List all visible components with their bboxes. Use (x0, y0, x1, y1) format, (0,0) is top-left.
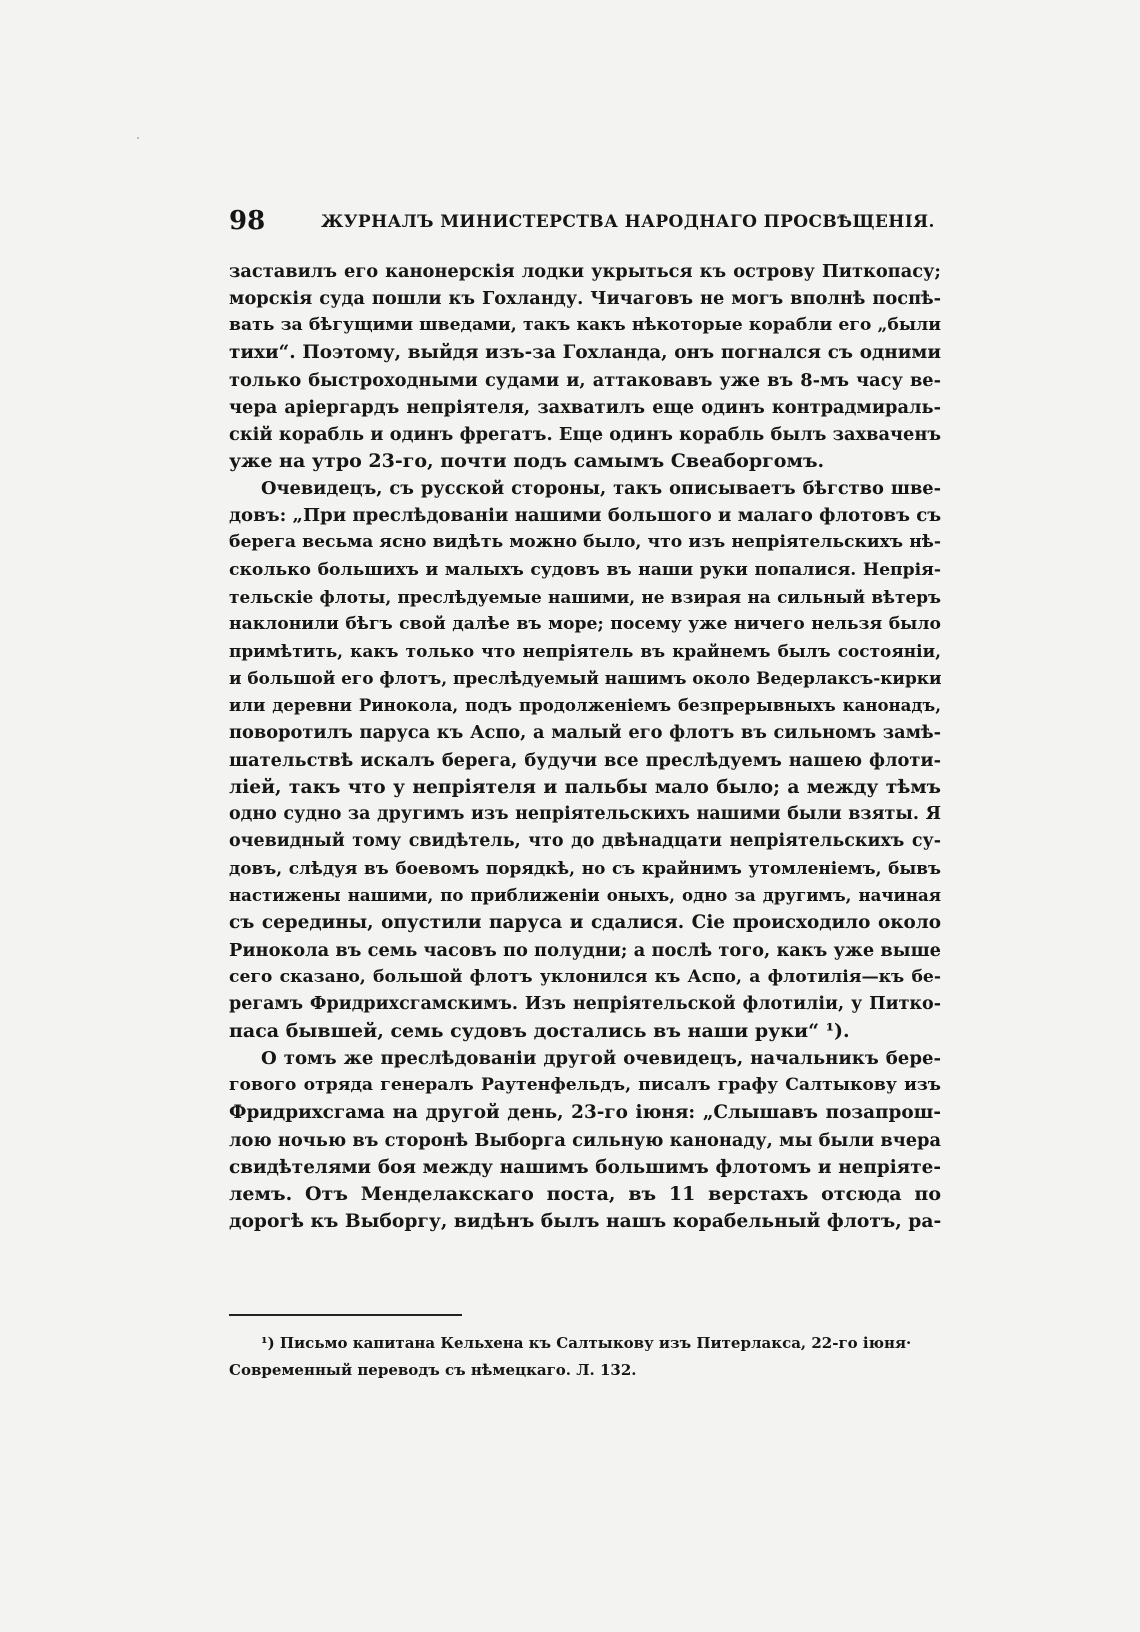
text-line: поворотилъ паруса къ Аспо, а малый его флотъ въ сильномъ замѣ- (229, 722, 941, 744)
text-line: сего сказано, большой флотъ уклонился къ Аспо, а флотилія—къ бе- (229, 966, 941, 987)
text-line: одно судно за другимъ изъ непріятельскихъ нашими были взяты. Я (229, 803, 941, 824)
running-title: ЖУРНАЛЪ МИНИСТЕРСТВА НАРОДНАГО ПРОСВѢЩЕНІЯ. (321, 212, 935, 232)
text-line: Ринокола въ семь часовъ по полудни; а послѣ того, какъ уже выше (229, 939, 941, 961)
text-line: тельскіе флоты, преслѣдуемые нашими, не взирая на сильный вѣтеръ (229, 586, 941, 607)
text-line: лою ночью въ сторонѣ Выборга сильную канонаду, мы были вчера (229, 1129, 941, 1151)
text-line: гового отряда генералъ Раутенфельдъ, писалъ графу Салтыкову изъ (229, 1075, 941, 1096)
text-line: настижены нашими, по приближеніи оныхъ, одно за другимъ, начиная (229, 885, 941, 906)
text-line: сколько большихъ и малыхъ судовъ въ наши руки попалися. Непрія- (229, 559, 941, 580)
text-line: тихи“. Поэтому, выйдя изъ-за Гохланда, онъ погнался съ одними (229, 342, 941, 364)
text-line: уже на утро 23-го, почти подъ самымъ Свеаборгомъ. (229, 449, 825, 472)
text-line: шательствѣ искалъ берега, будучи все преслѣдуемъ нашею флоти- (229, 749, 941, 771)
text-line: съ середины, опустили паруса и сдалися. Сіе происходило около (229, 912, 941, 934)
text-line: паса бывшей, семь судовъ достались въ наши руки“ ¹). (229, 1019, 850, 1042)
text-line: примѣтить, какъ только что непріятель въ крайнемъ былъ состояніи, (229, 640, 941, 661)
text-line: свидѣтелями боя между нашимъ большимъ флотомъ и непріяте- (229, 1156, 941, 1178)
text-line: морскія суда пошли къ Гохланду. Чичаговъ не могъ вполнѣ поспѣ- (229, 288, 941, 310)
footnote (229, 1330, 941, 1384)
text-line: только быстроходными судами и, аттаковавъ уже въ 8-мъ часу ве- (229, 369, 941, 391)
text-line: берега весьма ясно видѣть можно было, что изъ непріятельскихъ нѣ- (229, 532, 941, 553)
body-text (229, 258, 941, 1235)
text-line: дорогѣ къ Выборгу, видѣнъ былъ нашъ корабельный флотъ, ра- (229, 1209, 942, 1232)
text-line: наклонили бѣгъ свой далѣе въ море; посему уже ничего нельзя было (229, 613, 941, 634)
footnote-line: Современный переводъ съ нѣмецкаго. Л. 132. (229, 1361, 637, 1379)
page-number: 98 (229, 206, 266, 236)
text-line: О томъ же преслѣдованіи другой очевидецъ, начальникъ бере- (261, 1048, 941, 1070)
footnote-line: ¹) Письмо капитана Кельхена къ Салтыкову изъ Питерлакса, 22-го іюня· (261, 1334, 912, 1352)
text-line: Очевидецъ, съ русской стороны, такъ описываетъ бѣгство шве- (261, 478, 941, 500)
text-line: довъ: „При преслѣдованіи нашими большого и малаго флотовъ съ (229, 505, 942, 527)
text-line: очевидный тому свидѣтель, что до двѣнадцати непріятельскихъ су- (229, 830, 941, 851)
text-line: и большой его флотъ, преслѣдуемый нашимъ около Ведерлаксъ-кирки (229, 668, 942, 689)
text-line: вать за бѣгущими шведами, такъ какъ нѣкоторые корабли его „были (229, 315, 941, 336)
text-line: Фридрихсгама на другой день, 23-го іюня: „Слышавъ позапрош- (229, 1102, 941, 1124)
text-line: довъ, слѣдуя въ боевомъ порядкѣ, но съ крайнимъ утомленіемъ, бывъ (229, 858, 941, 879)
text-line: лемъ. Отъ Менделакскаго поста, въ 11 верстахъ отсюда по (229, 1182, 941, 1205)
page-header (229, 204, 935, 244)
footnote-rule (229, 1314, 462, 1316)
text-line: скій корабль и одинъ фрегатъ. Еще одинъ корабль былъ захваченъ (229, 423, 941, 445)
text-line: ліей, такъ что у непріятеля и пальбы мало было; а между тѣмъ (229, 775, 941, 798)
scan-speck (137, 137, 139, 139)
text-line: заставилъ его канонерскія лодки укрыться къ острову Питкопасу; (229, 261, 941, 282)
text-line: чера аріергардъ непріятеля, захватилъ еще одинъ контрадмираль- (229, 396, 941, 418)
text-line: регамъ Фридрихсгамскимъ. Изъ непріятельской флотиліи, у Питко- (229, 993, 941, 1014)
text-line: или деревни Ринокола, подъ продолженіемъ безпрерывныхъ канонадъ, (229, 695, 941, 716)
